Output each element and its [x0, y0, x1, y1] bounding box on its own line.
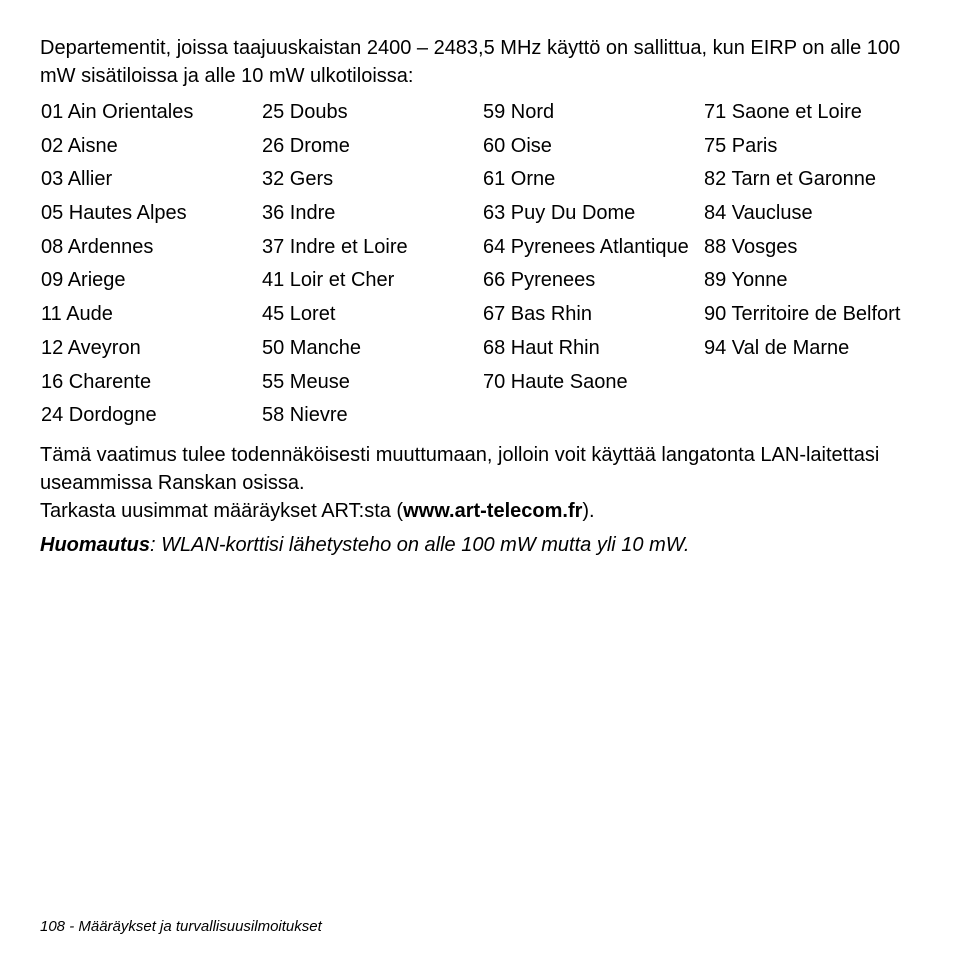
check-regulations-paragraph [40, 497, 920, 525]
department-item: 68 Haut Rhin [483, 336, 600, 359]
department-item: 32 Gers [262, 168, 334, 191]
info-block [40, 441, 920, 525]
department-item: 03 Allier [41, 168, 113, 191]
department-item: 55 Meuse [262, 370, 350, 393]
department-column-3 [483, 98, 704, 435]
check-regulations-suffix: ). [582, 499, 595, 522]
department-column-2 [262, 98, 483, 435]
department-item: 50 Manche [262, 336, 361, 359]
department-item: 59 Nord [483, 101, 555, 123]
art-telecom-link[interactable]: www.art-telecom.fr [403, 499, 583, 522]
department-item: 75 Paris [704, 134, 778, 157]
department-item: 36 Indre [262, 202, 336, 225]
department-item: 71 Saone et Loire [704, 101, 862, 123]
department-item: 90 Territoire de Belfort [704, 303, 901, 326]
department-item: 16 Charente [41, 370, 152, 393]
department-item: 60 Oise [483, 134, 552, 157]
change-notice-paragraph: Tämä vaatimus tulee todennäköisesti muuttumaan, jolloin voit käyttää langatonta LAN-laitettasi useammissa Ranskan osissa. [40, 443, 880, 494]
department-item: 88 Vosges [704, 235, 798, 258]
check-regulations-prefix: Tarkasta uusimmat määräykset ART:sta ( [40, 499, 404, 522]
department-item: 67 Bas Rhin [483, 303, 592, 326]
note-label: Huomautus [40, 533, 150, 556]
department-item: 11 Aude [41, 303, 113, 326]
department-item: 63 Puy Du Dome [483, 202, 636, 225]
department-item: 09 Ariege [41, 269, 126, 292]
page-footer: 108 - Määräykset ja turvallisuusilmoitukset [40, 918, 322, 935]
department-item: 66 Pyrenees [483, 269, 596, 292]
department-table [41, 98, 920, 435]
document-page [40, 34, 920, 559]
department-item: 58 Nievre [262, 404, 348, 427]
department-item: 89 Yonne [704, 269, 788, 292]
department-item: 37 Indre et Loire [262, 235, 408, 258]
department-item: 08 Ardennes [41, 235, 154, 258]
department-item: 24 Dordogne [41, 404, 157, 427]
department-item: 02 Aisne [41, 134, 118, 157]
department-item: 26 Drome [262, 134, 350, 157]
department-item: 25 Doubs [262, 101, 348, 123]
department-item: 70 Haute Saone [483, 370, 628, 393]
department-item: 41 Loir et Cher [262, 269, 395, 292]
department-item: 84 Vaucluse [704, 202, 813, 225]
department-item: 45 Loret [262, 303, 336, 326]
department-item: 94 Val de Marne [704, 336, 850, 359]
department-column-4 [704, 98, 925, 435]
department-item: 01 Ain Orientales [41, 101, 194, 123]
department-item: 12 Aveyron [41, 336, 141, 359]
department-item: 61 Orne [483, 168, 556, 191]
department-item: 64 Pyrenees Atlantique [483, 235, 689, 258]
note-paragraph [40, 531, 920, 559]
note-text: : WLAN-korttisi lähetysteho on alle 100 mW mutta yli 10 mW. [150, 533, 690, 556]
department-item: 05 Hautes Alpes [41, 202, 187, 225]
department-column-1 [41, 98, 262, 435]
department-item: 82 Tarn et Garonne [704, 168, 876, 191]
intro-paragraph: Departementit, joissa taajuuskaistan 2400 – 2483,5 MHz käyttö on sallittua, kun EIRP on alle 100 mW sisätiloissa ja alle 10 mW ulkotiloissa: [40, 37, 901, 87]
